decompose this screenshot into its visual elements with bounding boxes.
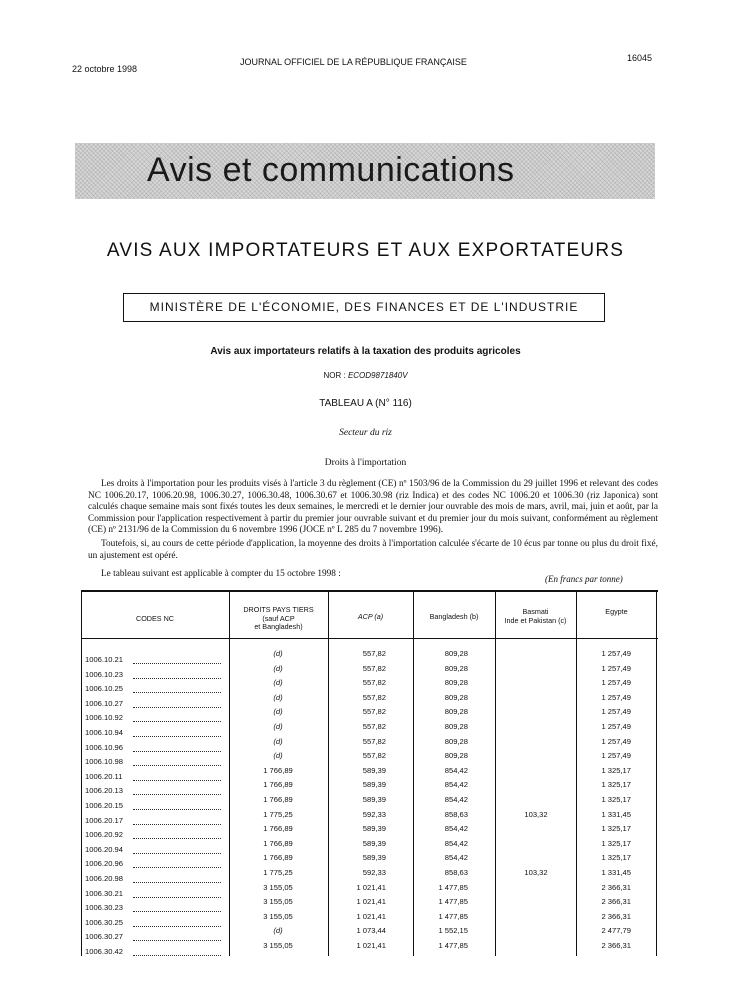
leader-dots xyxy=(133,882,221,883)
cell-egypte: 1 257,49 xyxy=(601,678,631,688)
cell-code: 1006.10.23 xyxy=(85,669,124,679)
sector-title: Secteur du riz xyxy=(339,428,392,438)
cell-code: 1006.10.27 xyxy=(85,698,124,708)
cell-code: 1006.20.94 xyxy=(85,844,124,854)
header-date: 22 octobre 1998 xyxy=(72,64,138,74)
header-droits-sub: (sauf ACP xyxy=(262,613,295,623)
nor-code: ECOD9871840V xyxy=(347,371,408,380)
leader-dots xyxy=(133,867,221,868)
cell-bangladesh: 858,63 xyxy=(444,809,468,819)
cell-droits: 1 766,89 xyxy=(263,795,293,804)
cell-acp: 557,82 xyxy=(362,649,386,658)
cell-bangladesh: 809,28 xyxy=(444,692,468,702)
cell-bangladesh: 1 477,85 xyxy=(438,911,468,921)
header-egypte: Egypte xyxy=(605,607,628,616)
cell-egypte: 1 257,49 xyxy=(601,692,631,702)
cell-code: 1006.20.92 xyxy=(85,830,124,840)
cell-acp: 1 073,44 xyxy=(356,926,386,936)
header-basmati-sub: Inde et Pakistan (c) xyxy=(504,615,567,625)
cell-bangladesh: 809,28 xyxy=(444,663,468,673)
cell-droits: 1 775,25 xyxy=(263,809,293,819)
cell-egypte: 2 366,31 xyxy=(601,897,631,907)
leader-dots xyxy=(133,911,221,912)
cell-acp: 589,39 xyxy=(362,838,386,848)
cell-droits: (d) xyxy=(273,649,283,658)
cell-acp: 1 021,41 xyxy=(356,911,386,921)
cell-acp: 589,39 xyxy=(362,795,386,804)
header-basmati-label: Basmati xyxy=(522,607,549,616)
cell-acp: 592,33 xyxy=(362,809,386,819)
cell-acp: 1 021,41 xyxy=(356,882,386,892)
leader-dots xyxy=(133,765,221,766)
cell-acp: 557,82 xyxy=(362,736,386,746)
cell-bangladesh: 1 552,15 xyxy=(438,926,468,936)
cell-egypte: 1 331,45 xyxy=(601,809,631,819)
leader-dots xyxy=(133,955,221,956)
cell-basmati: 103,32 xyxy=(524,868,548,877)
leader-dots xyxy=(133,663,221,664)
cell-bangladesh: 1 477,85 xyxy=(438,897,468,907)
banner xyxy=(75,143,655,199)
cell-egypte: 1 325,17 xyxy=(601,780,631,790)
cell-egypte: 1 257,49 xyxy=(601,736,631,746)
leader-dots xyxy=(133,824,221,825)
subtitle: Droits à l'importation xyxy=(324,458,407,468)
cell-egypte: 1 257,49 xyxy=(601,649,631,658)
cell-droits: 1 766,89 xyxy=(263,853,293,863)
leader-dots xyxy=(133,678,221,679)
nor-label: NOR : xyxy=(323,371,346,380)
banner-title: Avis et communications xyxy=(147,151,515,189)
cell-droits: (d) xyxy=(273,678,283,688)
cell-code: 1006.10.96 xyxy=(85,742,124,752)
cell-egypte: 1 325,17 xyxy=(601,838,631,848)
cell-code: 1006.20.15 xyxy=(85,801,124,810)
cell-bangladesh: 854,42 xyxy=(444,824,468,834)
cell-basmati: 103,32 xyxy=(524,809,548,819)
cell-droits: (d) xyxy=(273,692,283,702)
cell-acp: 589,39 xyxy=(362,853,386,863)
leader-dots xyxy=(133,794,221,795)
cell-bangladesh: 809,28 xyxy=(444,722,468,731)
cell-droits: (d) xyxy=(273,722,283,731)
cell-egypte: 1 325,17 xyxy=(601,765,631,775)
leader-dots xyxy=(133,707,221,708)
cell-bangladesh: 809,28 xyxy=(444,649,468,658)
paragraph-1: Les droits à l'importation pour les produits visés à l'article 3 du règlement (CE) nº 1503/96 de la Commission du 29 juillet 1996 et relevant des codes NC 1006.20.17, 1006.20.98, 1006.30.27, 1006.30.48, 1006.30.67 et 1006.30.98 (riz Indica) et des codes NC 1006.20 et 1006.30 (riz Japonica) sont calculés chaque semaine mais sont fixés toutes les deux semaines, le mercredi et le dernier jour ouvrable des mois de mars, avril, mai, juin et août, par la Commission pour l'application respectivement à partir du premier jour ouvrable suivant et du premier jour du mois suivant, conformément au règlement (CE) nº 2131/96 de la Commission du 6 novembre 1996 (JOCE nº L 285 du 7 novembre 1996). xyxy=(88,479,658,535)
cell-egypte: 2 366,31 xyxy=(601,911,631,921)
cell-droits: 1 766,89 xyxy=(263,838,293,848)
cell-bangladesh: 809,28 xyxy=(444,678,468,688)
cell-droits: (d) xyxy=(273,751,283,761)
cell-code: 1006.10.25 xyxy=(85,684,124,694)
cell-egypte: 1 331,45 xyxy=(601,868,631,877)
cell-acp: 557,82 xyxy=(362,692,386,702)
column-divider xyxy=(495,590,496,956)
leader-dots xyxy=(133,809,221,810)
unit-note: (En francs par tonne) xyxy=(545,574,623,584)
cell-code: 1006.30.25 xyxy=(85,917,124,927)
cell-acp: 1 021,41 xyxy=(356,897,386,907)
section-title: AVIS AUX IMPORTATEURS ET AUX EXPORTATEURS xyxy=(106,240,625,261)
cell-droits: 3 155,05 xyxy=(263,911,293,921)
cell-code: 1006.10.98 xyxy=(85,757,124,767)
cell-acp: 557,82 xyxy=(362,663,386,673)
leader-dots xyxy=(133,853,221,854)
cell-bangladesh: 854,42 xyxy=(444,780,468,790)
cell-code: 1006.10.21 xyxy=(85,655,124,664)
header-journal-title: JOURNAL OFFICIEL DE LA RÉPUBLIQUE FRANÇAISE xyxy=(240,57,467,67)
leader-dots xyxy=(133,940,221,941)
cell-code: 1006.20.11 xyxy=(85,771,123,781)
cell-droits: (d) xyxy=(273,663,283,673)
duties-table xyxy=(81,590,658,956)
cell-egypte: 1 257,49 xyxy=(601,751,631,761)
notice-title: Avis aux importateurs relatifs à la taxation des produits agricoles xyxy=(210,346,521,357)
cell-bangladesh: 809,28 xyxy=(444,751,468,761)
cell-egypte: 1 325,17 xyxy=(601,795,631,804)
cell-droits: 1 766,89 xyxy=(263,824,293,834)
leader-dots xyxy=(133,721,221,722)
cell-droits: 1 775,25 xyxy=(263,868,293,877)
leader-dots xyxy=(133,897,221,898)
column-divider xyxy=(229,590,230,956)
cell-droits: 3 155,05 xyxy=(263,941,293,950)
cell-egypte: 1 257,49 xyxy=(601,663,631,673)
leader-dots xyxy=(133,838,221,839)
cell-bangladesh: 854,42 xyxy=(444,853,468,863)
paragraph-3: Le tableau suivant est applicable à compter du 15 octobre 1998 : xyxy=(101,569,341,579)
cell-bangladesh: 854,42 xyxy=(444,795,468,804)
header-basmati xyxy=(495,608,576,625)
cell-droits: 3 155,05 xyxy=(263,897,293,907)
cell-code: 1006.30.42 xyxy=(85,947,124,956)
cell-droits: 3 155,05 xyxy=(263,882,293,892)
cell-egypte: 2 366,31 xyxy=(601,882,631,892)
cell-egypte: 1 325,17 xyxy=(601,824,631,834)
ministry-box: MINISTÈRE DE L'ÉCONOMIE, DES FINANCES ET DE L'INDUSTRIE xyxy=(123,293,605,322)
header-droits-label: DROITS PAYS TIERS xyxy=(243,605,314,614)
cell-bangladesh: 1 477,85 xyxy=(438,882,468,892)
cell-egypte: 1 257,49 xyxy=(601,722,631,731)
cell-code: 1006.20.96 xyxy=(85,859,124,869)
table-top-border xyxy=(81,590,658,592)
leader-dots xyxy=(133,692,221,693)
cell-code: 1006.10.92 xyxy=(85,713,124,723)
cell-code: 1006.20.98 xyxy=(85,874,124,883)
cell-bangladesh: 858,63 xyxy=(444,868,468,877)
header-bangladesh: Bangladesh (b) xyxy=(429,612,479,621)
cell-bangladesh: 809,28 xyxy=(444,736,468,746)
cell-code: 1006.30.23 xyxy=(85,903,124,913)
cell-acp: 589,39 xyxy=(362,765,386,775)
cell-bangladesh: 854,42 xyxy=(444,838,468,848)
cell-acp: 592,33 xyxy=(362,868,386,877)
leader-dots xyxy=(133,926,221,927)
cell-droits: 1 766,89 xyxy=(263,765,293,775)
table-right-border xyxy=(656,590,657,956)
cell-droits: 1 766,89 xyxy=(263,780,293,790)
header-codes-nc: CODES NC xyxy=(136,614,174,623)
cell-bangladesh: 1 477,85 xyxy=(438,941,468,950)
table-header-border xyxy=(81,638,658,639)
leader-dots xyxy=(133,780,221,781)
cell-code: 1006.10.94 xyxy=(85,728,124,737)
cell-acp: 1 021,41 xyxy=(356,941,386,950)
cell-egypte: 2 366,31 xyxy=(601,941,631,950)
cell-code: 1006.20.13 xyxy=(85,786,124,796)
cell-code: 1006.20.17 xyxy=(85,815,124,825)
cell-droits: (d) xyxy=(273,926,283,936)
header-droits-sub: et Bangladesh) xyxy=(254,622,303,631)
cell-acp: 589,39 xyxy=(362,824,386,834)
leader-dots xyxy=(133,751,221,752)
cell-bangladesh: 854,42 xyxy=(444,765,468,775)
cell-acp: 557,82 xyxy=(362,751,386,761)
tableau-title: TABLEAU A (N° 116) xyxy=(319,398,412,409)
page-number: 16045 xyxy=(627,53,653,63)
cell-acp: 557,82 xyxy=(362,678,386,688)
nor-reference xyxy=(0,371,731,380)
cell-code: 1006.30.21 xyxy=(85,888,124,898)
cell-droits: (d) xyxy=(273,736,283,746)
cell-acp: 557,82 xyxy=(362,722,386,731)
cell-egypte: 2 477,79 xyxy=(601,926,631,936)
header-acp: ACP (a) xyxy=(357,612,384,621)
paragraph-2: Toutefois, si, au cours de cette période d'application, la moyenne des droits à l'importation calculée s'écarte de 10 écus par tonne ou plus du droit fixé, un ajustement est opéré. xyxy=(88,539,658,561)
cell-egypte: 1 325,17 xyxy=(601,853,631,863)
cell-egypte: 1 257,49 xyxy=(601,707,631,717)
header-droits-pays-tiers xyxy=(229,606,328,632)
cell-code: 1006.30.27 xyxy=(85,932,124,942)
cell-droits: (d) xyxy=(273,707,283,717)
leader-dots xyxy=(133,736,221,737)
cell-acp: 557,82 xyxy=(362,707,386,717)
cell-bangladesh: 809,28 xyxy=(444,707,468,717)
table-left-border xyxy=(81,590,82,956)
cell-acp: 589,39 xyxy=(362,780,386,790)
